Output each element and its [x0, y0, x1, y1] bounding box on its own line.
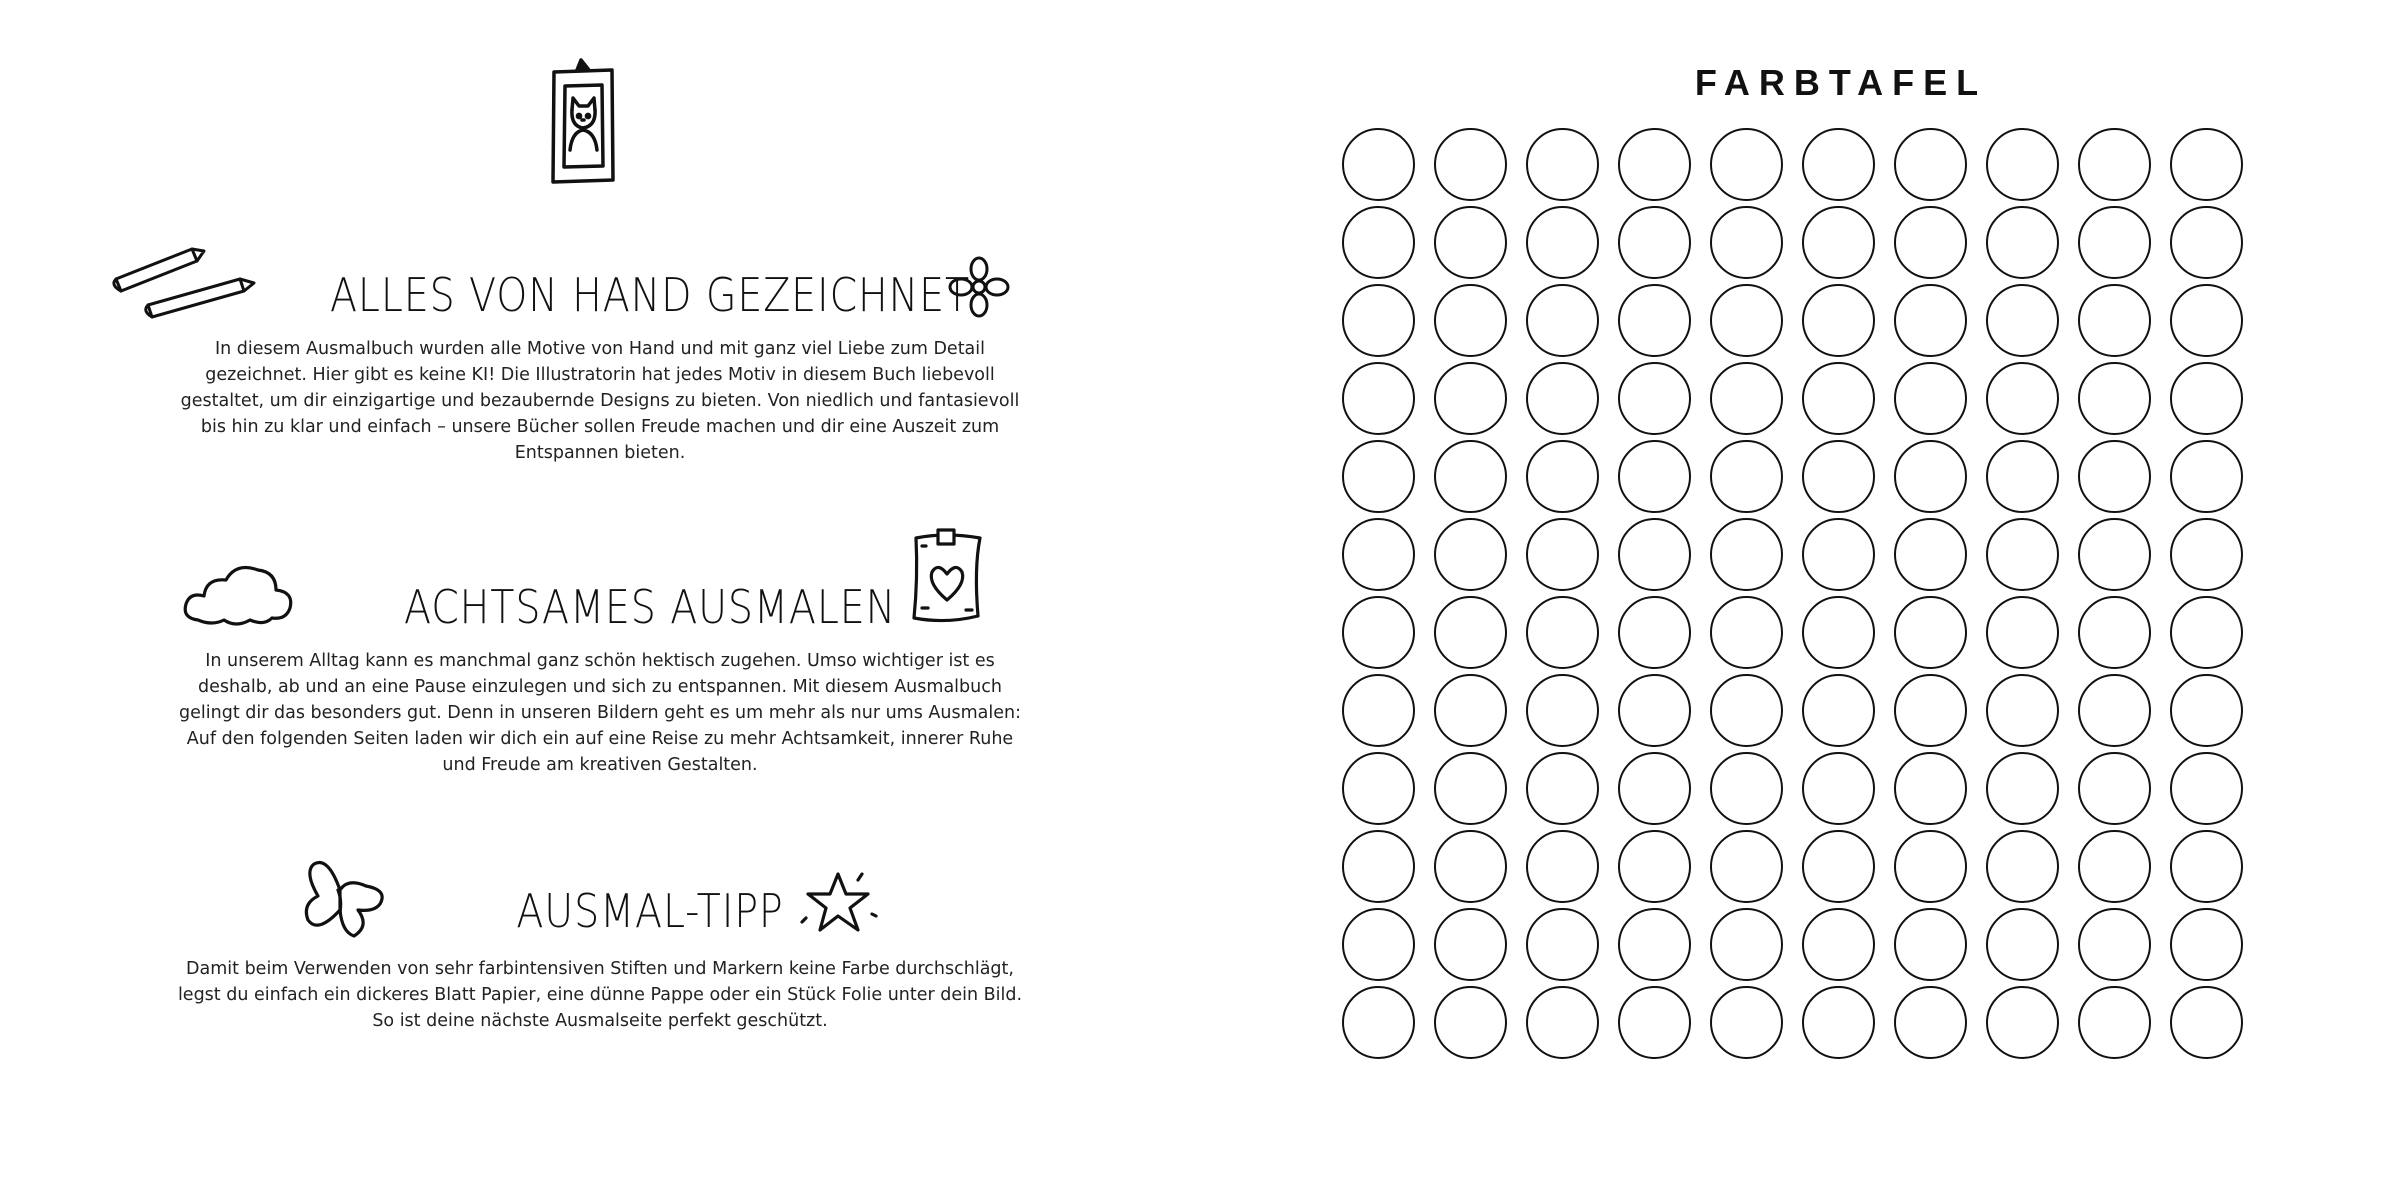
color-swatch-circle [1342, 206, 1415, 279]
color-swatch-circle [1710, 206, 1783, 279]
section-heading-hand-drawn: ALLES VON HAND GEZEICHNET [330, 268, 970, 322]
color-swatch-circle [1802, 284, 1875, 357]
color-swatch-circle [1710, 752, 1783, 825]
color-swatch-circle [1802, 128, 1875, 201]
color-swatch-circle [1986, 128, 2059, 201]
color-swatch-circle [1434, 362, 1507, 435]
color-chart-page [1300, 0, 2382, 1190]
color-swatch-circle [1710, 518, 1783, 591]
color-swatch-circle [1434, 440, 1507, 513]
color-swatch-circle [1618, 752, 1691, 825]
color-swatch-circle [1894, 752, 1967, 825]
color-swatch-circle [2170, 674, 2243, 747]
color-swatch-circle [1342, 518, 1415, 591]
color-swatch-circle [1802, 830, 1875, 903]
color-swatch-circle [1342, 830, 1415, 903]
color-swatch-circle [1802, 518, 1875, 591]
color-swatch-circle [2170, 284, 2243, 357]
color-swatch-circle [1894, 908, 1967, 981]
color-swatch-circle [1710, 128, 1783, 201]
color-swatch-circle [1710, 986, 1783, 1059]
section-text-hand-drawn: In diesem Ausmalbuch wurden alle Motive von Hand und mit ganz viel Liebe zum Detail gezeichnet. Hier gibt es keine KI! Die Illustratorin hat jedes Motiv in diesem Buch liebevoll gestaltet, um dir einzigartige und bezaubernde Designs zu bieten. Von niedlich und fantasievoll bis hin zu klar und einfach – unsere Bücher sollen Freude machen und dir eine Auszeit zum Entspannen bieten. [180, 339, 1020, 463]
color-swatch-circle [1802, 206, 1875, 279]
color-swatch-circle [1986, 518, 2059, 591]
color-swatch-circle [1986, 674, 2059, 747]
color-swatch-circle [1986, 440, 2059, 513]
color-swatch-circle [1986, 362, 2059, 435]
color-swatch-circle [1434, 518, 1507, 591]
color-swatch-circle [1342, 596, 1415, 669]
color-swatch-circle [1894, 284, 1967, 357]
color-swatch-circle [1526, 830, 1599, 903]
color-swatch-circle [1710, 284, 1783, 357]
color-swatch-circle [1802, 440, 1875, 513]
color-swatch-circle [1710, 362, 1783, 435]
color-swatch-circle [1894, 986, 1967, 1059]
color-swatch-circle [1894, 518, 1967, 591]
color-swatch-circle [1802, 674, 1875, 747]
cat-frame-icon [548, 58, 618, 194]
color-swatch-circle [1526, 362, 1599, 435]
color-swatch-circle [1894, 206, 1967, 279]
color-swatch-circle [1986, 986, 2059, 1059]
color-swatch-circle [1802, 362, 1875, 435]
color-swatch-circle [1434, 284, 1507, 357]
color-swatch-circle [1802, 752, 1875, 825]
color-swatch-circle [1894, 596, 1967, 669]
color-swatch-circle [1986, 596, 2059, 669]
color-swatch-circle [1986, 284, 2059, 357]
color-swatch-circle [1526, 908, 1599, 981]
color-swatch-circle [2170, 440, 2243, 513]
color-swatch-circle [1526, 674, 1599, 747]
color-swatch-circle [2078, 596, 2151, 669]
color-swatch-circle [2078, 518, 2151, 591]
color-swatch-circle [1894, 362, 1967, 435]
color-swatch-circle [2078, 986, 2151, 1059]
color-swatch-circle [2078, 674, 2151, 747]
color-swatch-circle [1618, 986, 1691, 1059]
color-swatch-circle [1618, 596, 1691, 669]
color-swatch-circle [1894, 440, 1967, 513]
color-swatch-circle [1434, 908, 1507, 981]
color-swatch-circle [1894, 128, 1967, 201]
color-swatch-circle [2078, 128, 2151, 201]
color-swatch-circle [1802, 986, 1875, 1059]
color-swatch-circle [1710, 440, 1783, 513]
color-swatch-circle [1618, 674, 1691, 747]
color-swatch-circle [1986, 908, 2059, 981]
color-swatch-circle [1342, 128, 1415, 201]
section-heading-mindful: ACHTSAMES AUSMALEN [403, 580, 897, 634]
color-swatch-circle [1986, 830, 2059, 903]
color-swatch-circle [1526, 284, 1599, 357]
color-swatch-circle [2170, 518, 2243, 591]
color-swatch-circle [1342, 284, 1415, 357]
color-swatch-circle [1434, 986, 1507, 1059]
color-swatch-circle [1342, 440, 1415, 513]
color-swatch-circle [1342, 674, 1415, 747]
color-swatch-circle [2078, 908, 2151, 981]
color-swatch-circle [1434, 674, 1507, 747]
color-swatch-circle [1342, 986, 1415, 1059]
color-swatch-circle [1342, 908, 1415, 981]
color-swatch-circle [1526, 518, 1599, 591]
color-swatch-circle [1710, 596, 1783, 669]
color-swatch-circle [1526, 752, 1599, 825]
color-swatch-circle [2170, 986, 2243, 1059]
color-swatch-circle [2078, 362, 2151, 435]
color-swatch-circle [2170, 362, 2243, 435]
color-swatch-circle [2170, 752, 2243, 825]
color-swatch-circle [1526, 440, 1599, 513]
color-swatch-circle [1802, 596, 1875, 669]
color-swatch-circle [1618, 518, 1691, 591]
color-swatch-circle [1618, 362, 1691, 435]
color-swatch-circle [2078, 752, 2151, 825]
color-swatch-circle [1986, 752, 2059, 825]
color-swatch-circle [1710, 674, 1783, 747]
color-swatch-circle [1894, 674, 1967, 747]
color-swatch-circle [2078, 830, 2151, 903]
color-swatch-circle [1894, 830, 1967, 903]
color-swatch-circle [1526, 596, 1599, 669]
color-swatch-circle [1526, 986, 1599, 1059]
color-swatch-circle [1526, 128, 1599, 201]
color-swatch-circle [2170, 830, 2243, 903]
color-swatch-circle [2170, 596, 2243, 669]
color-swatch-circle [1710, 908, 1783, 981]
color-swatch-circle [1342, 362, 1415, 435]
color-swatch-circle [1986, 206, 2059, 279]
color-swatch-circle [1618, 908, 1691, 981]
color-swatch-circle [1434, 830, 1507, 903]
color-swatch-circle [2078, 206, 2151, 279]
color-swatch-circle [1434, 128, 1507, 201]
color-swatch-circle [1618, 830, 1691, 903]
color-swatch-circle [1618, 128, 1691, 201]
color-swatch-grid [1342, 128, 2246, 1059]
color-swatch-circle [1802, 908, 1875, 981]
color-swatch-circle [1710, 830, 1783, 903]
section-text-mindful: In unserem Alltag kann es manchmal ganz schön hektisch zugehen. Umso wichtiger ist es deshalb, ab und an eine Pause einzulegen und sich zu entspannen. Mit diesem Ausmalbuch gelingt dir das besonders gut. Denn in unseren Bildern geht es um mehr als nur ums Ausmalen: Auf den folgenden Seiten laden wir dich ein auf eine Reise zu mehr Achtsamkeit, innerer Ruhe und Freude am kreativen Gestalten. [179, 651, 1021, 775]
color-swatch-circle [1618, 440, 1691, 513]
color-swatch-circle [2170, 908, 2243, 981]
color-swatch-circle [1434, 206, 1507, 279]
color-swatch-circle [2078, 284, 2151, 357]
color-swatch-circle [1618, 206, 1691, 279]
color-swatch-circle [1526, 206, 1599, 279]
color-swatch-circle [1342, 752, 1415, 825]
color-swatch-circle [2170, 206, 2243, 279]
color-swatch-circle [2170, 128, 2243, 201]
color-swatch-circle [1618, 284, 1691, 357]
color-swatch-circle [1434, 596, 1507, 669]
section-heading-tip: AUSMAL-TIPP [516, 884, 784, 938]
color-swatch-circle [2078, 440, 2151, 513]
color-swatch-circle [1434, 752, 1507, 825]
page-title: FARBTAFEL [1694, 62, 1988, 103]
section-text-tip: Damit beim Verwenden von sehr farbintensiven Stiften und Markern keine Farbe durchschlägt, legst du einfach ein dickeres Blatt Papier, eine dünne Pappe oder ein Stück Folie unter dein Bild. So ist deine nächste Ausmalseite perfekt geschützt. [177, 959, 1023, 1031]
